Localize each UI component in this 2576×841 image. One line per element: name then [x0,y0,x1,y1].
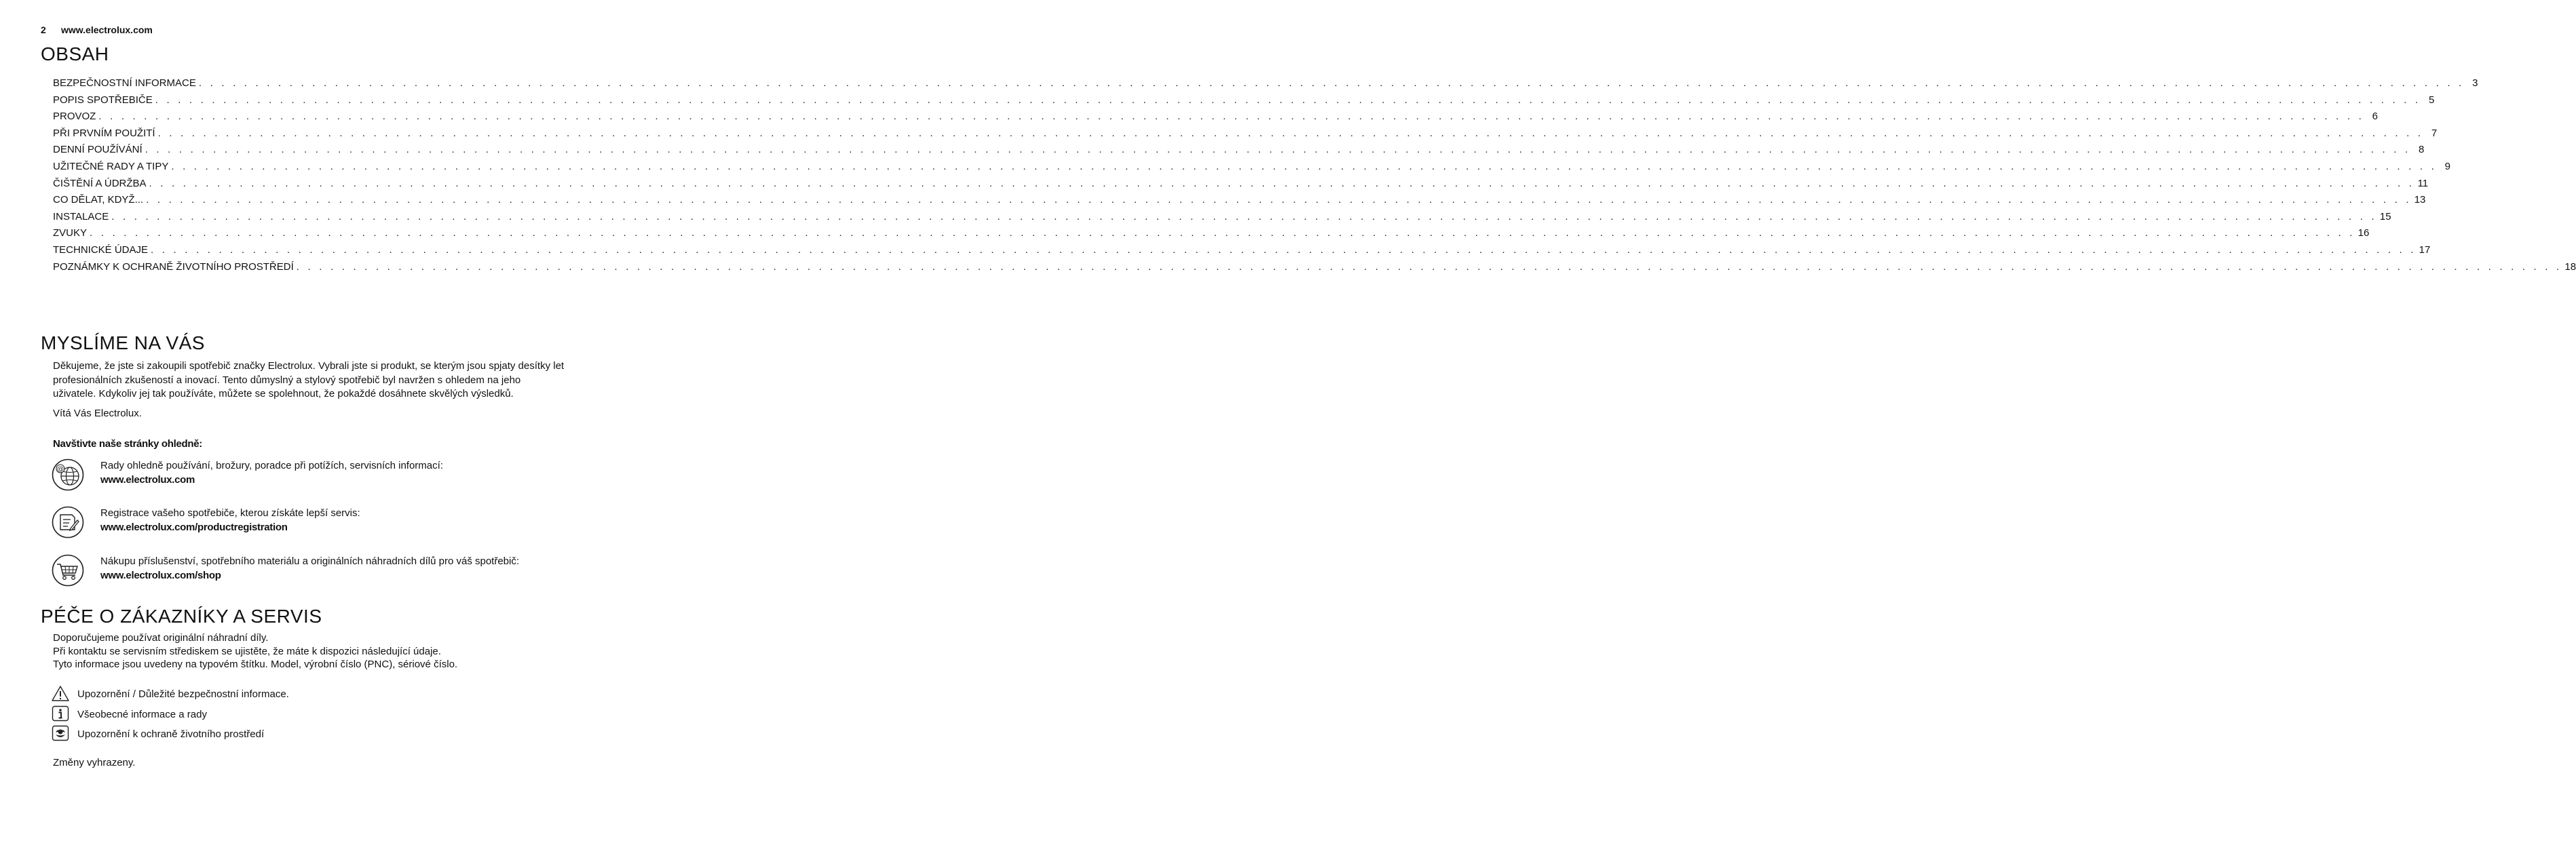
toc-leader-dots: . . . . . . . . . . . . . . . . . . . . . . . . . . . . . . . . . . . . . . . . . . . . . . . . . . . . . . . . . . . . . . . . . . . . . . . . . . . . . . . . . . . . . . . . . . . . . . . . . . . . . . . . . . . . . . . . . . . . . . . . . . . . . . . . . . . . . . . . . . . . . . . . . . . . . . . . . . . . . . . . . . . . . . . . . . . . . . . . . . . . . . . . . . . . . . . . . . . . . . . . [171,160,2437,172]
care-line: Tyto informace jsou uvedeny na typovém štítku. Model, výrobní číslo (PNC), sériové číslo. [53,659,458,670]
intro-line: Děkujeme, že jste si zakoupili spotřebič značky Electrolux. Vybrali jste si produkt, se kterým jsou spjaty desítky let [53,360,565,372]
care-line: Při kontaktu se servisním střediskem se ujistěte, že máte k dispozici následující údaje. [53,645,441,657]
toc-entry[interactable] [53,260,2576,278]
link-description [100,554,519,583]
visit-heading: Navštivte naše stránky ohledně: [53,438,202,450]
link-description-text: Nákupu příslušenství, spotřebního materiálu a originálních náhradních dílů pro váš spotřebič: [100,555,520,567]
symbol-text: Upozornění / Důležité bezpečnostní informace. [77,688,289,700]
header-url[interactable]: www.electrolux.com [61,24,153,35]
symbol-text: Upozornění k ochraně životního prostředí [77,728,265,740]
toc-entry-title: ČIŠTĚNÍ A ÚDRŽBA [53,177,147,189]
toc-leader-dots: . . . . . . . . . . . . . . . . . . . . . . . . . . . . . . . . . . . . . . . . . . . . . . . . . . . . . . . . . . . . . . . . . . . . . . . . . . . . . . . . . . . . . . . . . . . . . . . . . . . . . . . . . . . . . . . . . . . . . . . . . . . . . . . . . . . . . . . . . . . . . . . . . . . . . . . . . . . . . . . . . . . . . . . . . . . . . . . . . . . . . . . . . . . . . . . . . . . . . . . . [90,227,2355,239]
toc-entry-title: TECHNICKÉ ÚDAJE [53,243,149,256]
care-line: Doporučujeme používat originální náhradní díly. [53,632,269,644]
toc-entry-page: 3 [2472,77,2478,89]
toc-entry-title: POPIS SPOTŘEBIČE [53,94,153,106]
link-url[interactable]: www.electrolux.com/productregistration [100,522,288,533]
toc-entry[interactable] [53,144,2425,161]
toc-entry-title: DENNÍ POUŽÍVÁNÍ [53,144,143,156]
toc-entry[interactable] [53,177,2429,195]
toc-leader-dots: . . . . . . . . . . . . . . . . . . . . . . . . . . . . . . . . . . . . . . . . . . . . . . . . . . . . . . . . . . . . . . . . . . . . . . . . . . . . . . . . . . . . . . . . . . . . . . . . . . . . . . . . . . . . . . . . . . . . . . . . . . . . . . . . . . . . . . . . . . . . . . . . . . . . . . . . . . . . . . . . . . . . . . . . . . . . . . . . . . . . . . . . . . . . . . . . . . . . . . . . [157,127,2424,139]
toc-leader-dots: . . . . . . . . . . . . . . . . . . . . . . . . . . . . . . . . . . . . . . . . . . . . . . . . . . . . . . . . . . . . . . . . . . . . . . . . . . . . . . . . . . . . . . . . . . . . . . . . . . . . . . . . . . . . . . . . . . . . . . . . . . . . . . . . . . . . . . . . . . . . . . . . . . . . . . . . . . . . . . . . . . . . . . . . . . . . . . . . . . . . . . . . . . . . . . . . . . . . . . . . [98,111,2364,123]
link-row-support [52,458,567,496]
section-heading-care: PÉČE O ZÁKAZNÍKY A SERVIS [41,606,322,627]
toc-entry-page: 13 [2414,194,2426,206]
link-description-text: Rady ohledně používání, brožury, poradce při potížích, servisních informací: [100,460,443,471]
toc-entry-title: POZNÁMKY K OCHRANĚ ŽIVOTNÍHO PROSTŘEDÍ [53,260,294,273]
toc-heading: OBSAH [41,43,109,64]
toc-entry[interactable] [53,77,2478,94]
toc-entry-page: 11 [2417,177,2429,189]
link-description-text: Registrace vašeho spotřebiče, kterou získáte lepší servis: [100,507,360,519]
toc-entry[interactable] [53,94,2435,111]
toc-leader-dots: . . . . . . . . . . . . . . . . . . . . . . . . . . . . . . . . . . . . . . . . . . . . . . . . . . . . . . . . . . . . . . . . . . . . . . . . . . . . . . . . . . . . . . . . . . . . . . . . . . . . . . . . . . . . . . . . . . . . . . . . . . . . . . . . . . . . . . . . . . . . . . . . . . . . . . . . . . . . . . . . . . . . . . . . . . . . . . . . . . . . . . . . . . . . . . . . . . . . . . . . [111,210,2377,222]
toc-entry-page: 16 [2357,227,2370,239]
toc-entry[interactable] [53,127,2438,144]
toc-entry[interactable] [53,227,2370,244]
toc-leader-dots: . . . . . . . . . . . . . . . . . . . . . . . . . . . . . . . . . . . . . . . . . . . . . . . . . . . . . . . . . . . . . . . . . . . . . . . . . . . . . . . . . . . . . . . . . . . . . . . . . . . . . . . . . . . . . . . . . . . . . . . . . . . . . . . . . . . . . . . . . . . . . . . . . . . . . . . . . . . . . . . . . . . . . . . . . . . . . . . . . . . . . . . . . . . . . . . . . . . . . . . . [149,177,2415,189]
toc-entry[interactable] [53,111,2378,128]
toc-entry-page: 15 [2379,210,2391,222]
globe-icon [52,458,84,491]
toc-leader-dots: . . . . . . . . . . . . . . . . . . . . . . . . . . . . . . . . . . . . . . . . . . . . . . . . . . . . . . . . . . . . . . . . . . . . . . . . . . . . . . . . . . . . . . . . . . . . . . . . . . . . . . . . . . . . . . . . . . . . . . . . . . . . . . . . . . . . . . . . . . . . . . . . . . . . . . . . . . . . . . . . . . . . . . . . . . . . . . . . . . . . . . . . . . . . . . . . . . . . . . . . [151,243,2417,256]
toc-entry-page: 7 [2431,127,2438,139]
link-description [100,506,360,534]
link-description [100,458,443,487]
table-of-contents [53,77,2576,277]
symbol-text: Všeobecné informace a rady [77,709,207,720]
link-row-registration [52,506,567,544]
toc-entry-title: INSTALACE [53,210,109,222]
toc-entry[interactable] [53,194,2426,211]
toc-entry-title: BEZPEČNOSTNÍ INFORMACE [53,77,196,89]
toc-entry[interactable] [53,210,2391,228]
link-url[interactable]: www.electrolux.com/shop [100,570,221,581]
toc-entry-page: 18 [2564,260,2576,273]
toc-leader-dots: . . . . . . . . . . . . . . . . . . . . . . . . . . . . . . . . . . . . . . . . . . . . . . . . . . . . . . . . . . . . . . . . . . . . . . . . . . . . . . . . . . . . . . . . . . . . . . . . . . . . . . . . . . . . . . . . . . . . . . . . . . . . . . . . . . . . . . . . . . . . . . . . . . . . . . . . . . . . . . . . . . . . . . . . . . . . . . . . . . . . . . . . . . . . . . . . . . . . . . . . [198,77,2465,89]
warning-icon [52,685,69,703]
environment-icon [52,725,69,743]
changes-reserved: Změny vyhrazeny. [53,757,136,768]
page-number: 2 [41,24,46,35]
intro-paragraph [53,359,569,402]
toc-leader-dots: . . . . . . . . . . . . . . . . . . . . . . . . . . . . . . . . . . . . . . . . . . . . . . . . . . . . . . . . . . . . . . . . . . . . . . . . . . . . . . . . . . . . . . . . . . . . . . . . . . . . . . . . . . . . . . . . . . . . . . . . . . . . . . . . . . . . . . . . . . . . . . . . . . . . . . . . . . . . . . . . . . . . . . . . . . . . . . . . . . . . . . . . . . . . . . . . . . . . . . . . [146,194,2412,206]
toc-leader-dots: . . . . . . . . . . . . . . . . . . . . . . . . . . . . . . . . . . . . . . . . . . . . . . . . . . . . . . . . . . . . . . . . . . . . . . . . . . . . . . . . . . . . . . . . . . . . . . . . . . . . . . . . . . . . . . . . . . . . . . . . . . . . . . . . . . . . . . . . . . . . . . . . . . . . . . . . . . . . . . . . . . . . . . . . . . . . . . . . . . . . . . . . . . . . . . . . . . . . . . . . [155,94,2421,106]
toc-entry-page: 17 [2419,243,2431,256]
toc-entry-title: PŘI PRVNÍM POUŽITÍ [53,127,155,139]
intro-line: profesionálních zkušeností a inovací. Tento důmyslný a stylový spotřebič byl navržen s ohledem na jeho [53,374,521,386]
toc-leader-dots: . . . . . . . . . . . . . . . . . . . . . . . . . . . . . . . . . . . . . . . . . . . . . . . . . . . . . . . . . . . . . . . . . . . . . . . . . . . . . . . . . . . . . . . . . . . . . . . . . . . . . . . . . . . . . . . . . . . . . . . . . . . . . . . . . . . . . . . . . . . . . . . . . . . . . . . . . . . . . . . . . . . . . . . . . . . . . . . . . . . . . . . . . . . . . . . . . . . . . . . . [145,144,2411,156]
info-icon [52,705,69,723]
toc-entry-page: 8 [2418,144,2425,156]
toc-leader-dots: . . . . . . . . . . . . . . . . . . . . . . . . . . . . . . . . . . . . . . . . . . . . . . . . . . . . . . . . . . . . . . . . . . . . . . . . . . . . . . . . . . . . . . . . . . . . . . . . . . . . . . . . . . . . . . . . . . . . . . . . . . . . . . . . . . . . . . . . . . . . . . . . . . . . . . . . . . . . . . . . . . . . . . . . . . . . . . . . . . . . . . . . . . . . . . . . . . . . . . . . [296,260,2562,273]
toc-entry-page: 5 [2429,94,2435,106]
care-paragraph [53,631,569,671]
toc-entry-title: UŽITEČNÉ RADY A TIPY [53,160,169,172]
svg-text:@: @ [57,465,64,473]
intro-line: uživatele. Kdykoliv jej tak používáte, můžete se spolehnout, že pokaždé dosáhnete skvělých výsledků. [53,388,514,399]
toc-entry-title: PROVOZ [53,111,96,123]
toc-entry-title: CO DĚLAT, KDYŽ... [53,194,144,206]
toc-entry-page: 9 [2444,160,2450,172]
shopping-cart-icon [52,554,84,587]
toc-entry-page: 6 [2372,111,2378,123]
link-url[interactable]: www.electrolux.com [100,474,195,486]
section-heading-thinking: MYSLÍME NA VÁS [41,332,205,353]
link-row-shop [52,554,567,592]
welcome-text: Vítá Vás Electrolux. [53,408,142,419]
toc-entry-title: ZVUKY [53,227,88,239]
registration-form-icon [52,506,84,539]
toc-entry[interactable] [53,160,2450,178]
toc-entry[interactable] [53,243,2431,261]
